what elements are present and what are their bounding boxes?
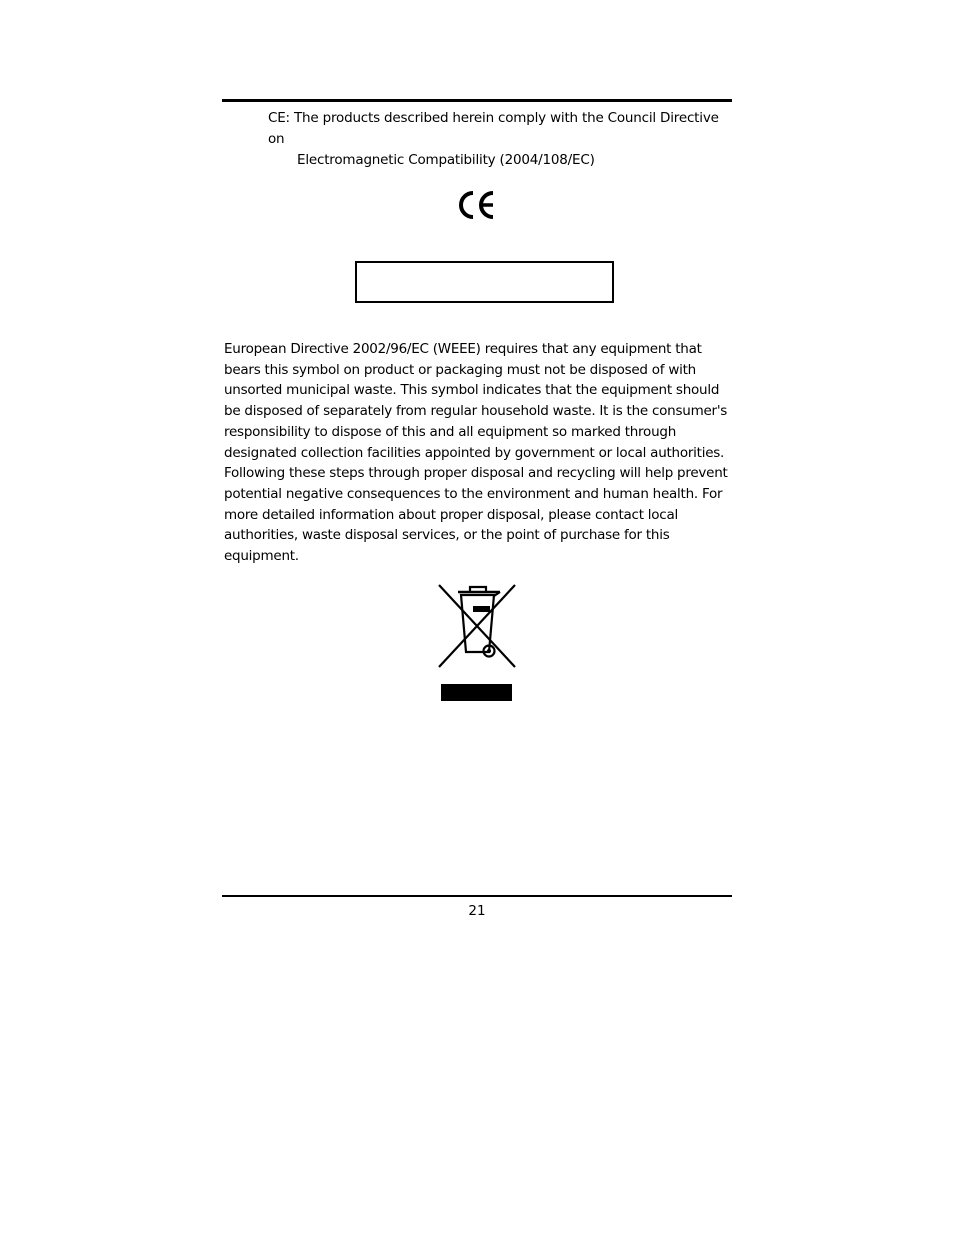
blank-label-box xyxy=(355,261,614,303)
page-number: 21 xyxy=(468,903,486,919)
weee-directive-paragraph: European Directive 2002/96/EC (WEEE) requires that any equipment that bears this symbol on product or packaging must not be disposed of with unsorted municipal waste. This symbol indicates that the equipment should be disposed of separately from regular household waste. It is the consumer's responsibility to dispose of this and all equipment so marked through designated collection facilities appointed by government or local authorities. Following these steps through proper disposal and recycling will help prevent potential negative consequences to the environment and human health. For more detailed information about proper disposal, please contact local authorities, waste disposal services, or the point of purchase for this equipment. xyxy=(224,341,728,565)
top-divider xyxy=(222,99,732,102)
ce-mark-icon xyxy=(458,190,496,220)
crossed-out-wheelie-bin-icon xyxy=(436,582,518,670)
bottom-divider xyxy=(222,895,732,897)
ce-note-line-2: Electromagnetic Compatibility (2004/108/EC) xyxy=(297,152,595,168)
weee-solid-bar xyxy=(441,684,512,701)
ce-compliance-note xyxy=(268,108,738,171)
ce-note-line-1: CE: The products described herein comply with the Council Directive on xyxy=(268,110,719,147)
